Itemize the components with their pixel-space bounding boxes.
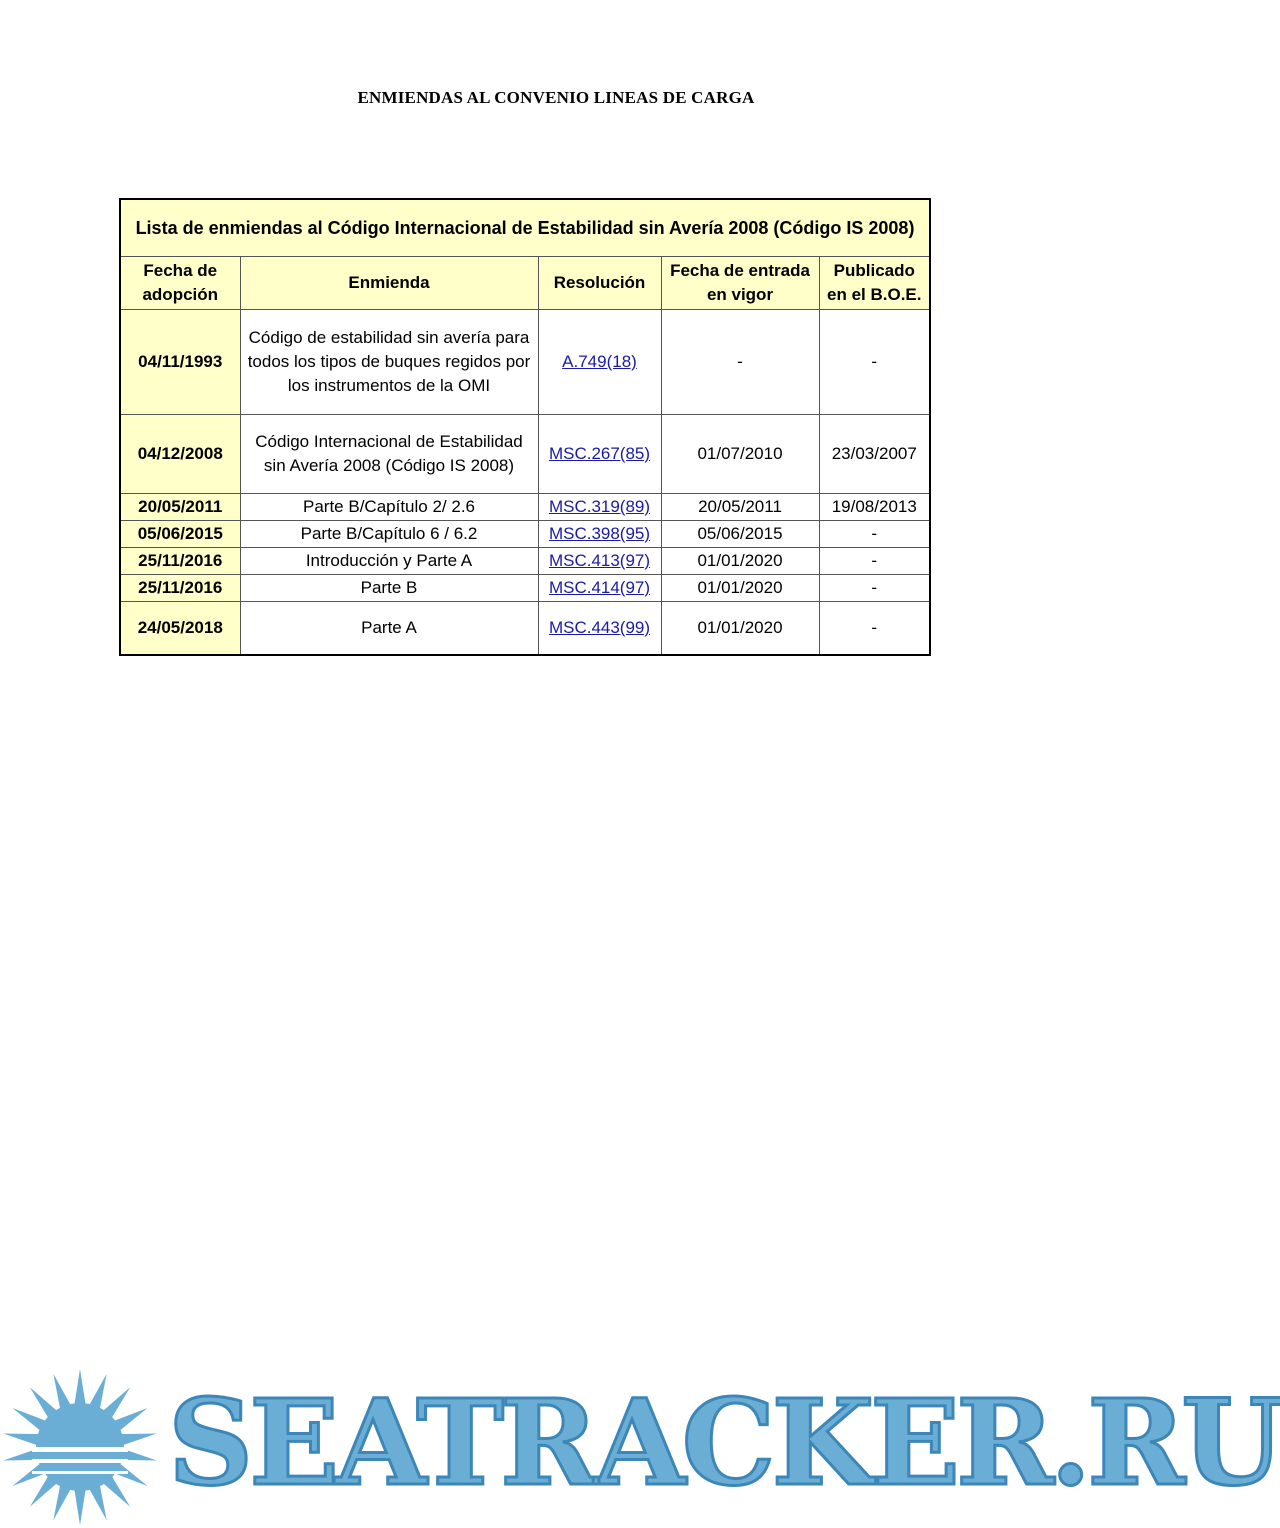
table-header-row xyxy=(120,257,930,310)
document-title: ENMIENDAS AL CONVENIO LINEAS DE CARGA xyxy=(357,88,755,107)
table-row xyxy=(120,548,930,575)
header-resolucion: Resolución xyxy=(538,257,661,310)
cell-fecha-adopcion: 04/12/2008 xyxy=(120,415,240,494)
resolution-link[interactable]: MSC.414(97) xyxy=(548,578,651,597)
table-caption: Lista de enmiendas al Código Internacional de Estabilidad sin Avería 2008 (Código IS 2008) xyxy=(120,199,930,257)
watermark-text: SEATRACKER.RU xyxy=(168,1373,1280,1512)
cell-fecha-adopcion: 25/11/2016 xyxy=(120,575,240,602)
cell-fecha-vigor: 01/01/2020 xyxy=(661,602,819,656)
cell-fecha-vigor: 01/01/2020 xyxy=(661,548,819,575)
resolution-link[interactable]: MSC.443(99) xyxy=(548,618,651,637)
cell-publicado-boe: - xyxy=(819,548,930,575)
cell-publicado-boe: - xyxy=(819,575,930,602)
cell-publicado-boe: - xyxy=(819,521,930,548)
header-enmienda: Enmienda xyxy=(240,257,538,310)
header-fecha-vigor: Fecha de entrada en vigor xyxy=(661,257,819,310)
resolution-link[interactable]: MSC.319(89) xyxy=(548,497,651,516)
cell-fecha-vigor: 01/07/2010 xyxy=(661,415,819,494)
table-row xyxy=(120,310,930,415)
table-row xyxy=(120,494,930,521)
cell-fecha-vigor: - xyxy=(661,310,819,415)
cell-fecha-adopcion: 04/11/1993 xyxy=(120,310,240,415)
cell-publicado-boe: - xyxy=(819,310,930,415)
table-row xyxy=(120,521,930,548)
cell-resolucion xyxy=(538,602,661,656)
cell-resolucion xyxy=(538,575,661,602)
resolution-link[interactable]: A.749(18) xyxy=(562,352,637,371)
cell-enmienda: Código de estabilidad sin avería para todos los tipos de buques regidos por los instrumentos de la OMI xyxy=(240,310,538,415)
cell-enmienda: Introducción y Parte A xyxy=(240,548,538,575)
cell-publicado-boe: 19/08/2013 xyxy=(819,494,930,521)
table-row xyxy=(120,415,930,494)
cell-resolucion xyxy=(538,494,661,521)
cell-resolucion xyxy=(538,521,661,548)
cell-fecha-vigor: 01/01/2020 xyxy=(661,575,819,602)
cell-enmienda: Parte B/Capítulo 2/ 2.6 xyxy=(240,494,538,521)
table-row xyxy=(120,575,930,602)
header-fecha-adopcion: Fecha de adopción xyxy=(120,257,240,310)
cell-fecha-adopcion: 25/11/2016 xyxy=(120,548,240,575)
cell-enmienda: Parte A xyxy=(240,602,538,656)
resolution-link[interactable]: MSC.267(85) xyxy=(548,444,651,463)
cell-enmienda: Código Internacional de Estabilidad sin Avería 2008 (Código IS 2008) xyxy=(240,415,538,494)
cell-enmienda: Parte B xyxy=(240,575,538,602)
cell-fecha-adopcion: 05/06/2015 xyxy=(120,521,240,548)
cell-publicado-boe: - xyxy=(819,602,930,656)
cell-fecha-vigor: 20/05/2011 xyxy=(661,494,819,521)
cell-fecha-adopcion: 20/05/2011 xyxy=(120,494,240,521)
amendments-table xyxy=(119,198,931,656)
cell-fecha-adopcion: 24/05/2018 xyxy=(120,602,240,656)
cell-fecha-vigor: 05/06/2015 xyxy=(661,521,819,548)
cell-publicado-boe: 23/03/2007 xyxy=(819,415,930,494)
resolution-link[interactable]: MSC.398(95) xyxy=(548,524,651,543)
cell-resolucion xyxy=(538,310,661,415)
table-row xyxy=(120,602,930,656)
header-publicado-boe: Publicado en el B.O.E. xyxy=(819,257,930,310)
cell-resolucion xyxy=(538,548,661,575)
cell-resolucion xyxy=(538,415,661,494)
cell-enmienda: Parte B/Capítulo 6 / 6.2 xyxy=(240,521,538,548)
resolution-link[interactable]: MSC.413(97) xyxy=(548,551,651,570)
